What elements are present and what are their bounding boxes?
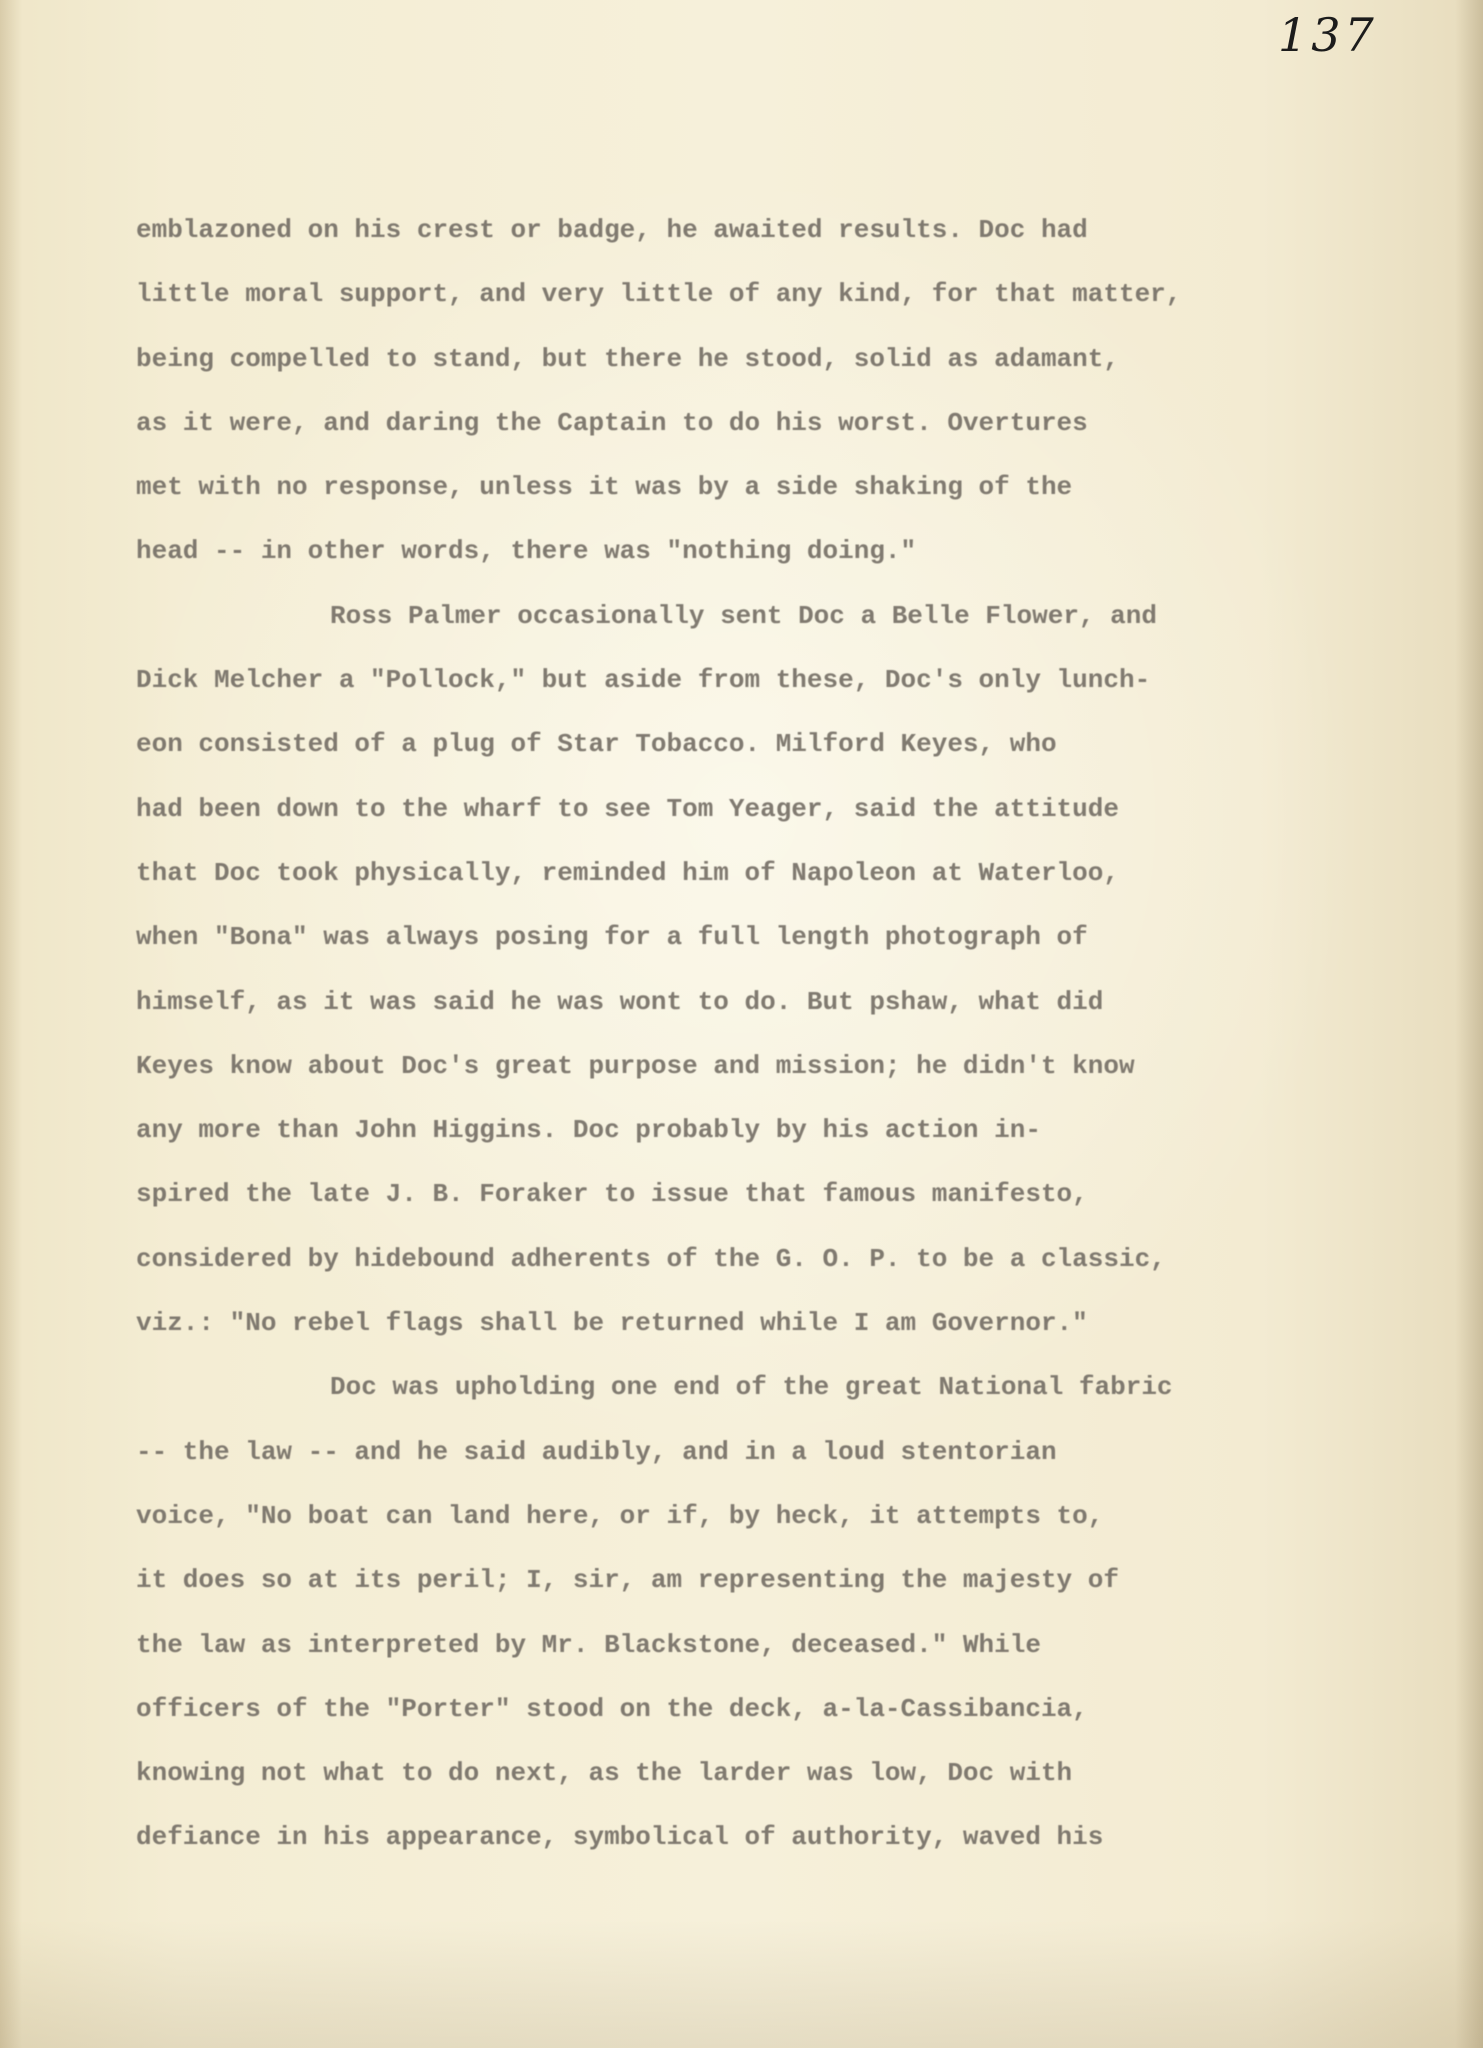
text-line: eon consisted of a plug of Star Tobacco. Milford Keyes, who bbox=[136, 729, 1057, 760]
text-line: voice, "No boat can land here, or if, by heck, it attempts to, bbox=[136, 1500, 1104, 1531]
text-line: -- the law -- and he said audibly, and in a loud stentorian bbox=[136, 1436, 1057, 1467]
page-bottom-fold bbox=[0, 1920, 1483, 2048]
text-line: spired the late J. B. Foraker to issue that famous manifesto, bbox=[136, 1179, 1088, 1210]
text-line: considered by hidebound adherents of the G. O. P. to be a classic, bbox=[136, 1243, 1166, 1274]
page-right-edge-shadow bbox=[1455, 0, 1483, 2048]
text-line: Dick Melcher a "Pollock," but aside from these, Doc's only lunch- bbox=[136, 665, 1151, 696]
text-line: Doc was upholding one end of the great National fabric bbox=[330, 1372, 1173, 1403]
text-line: as it were, and daring the Captain to do his worst. Overtures bbox=[136, 407, 1088, 438]
text-line: defiance in his appearance, symbolical of authority, waved his bbox=[136, 1822, 1104, 1853]
text-line: Ross Palmer occasionally sent Doc a Belle Flower, and bbox=[330, 600, 1157, 631]
text-line: that Doc took physically, reminded him of Napoleon at Waterloo, bbox=[136, 857, 1119, 888]
text-line: any more than John Higgins. Doc probably by his action in- bbox=[136, 1115, 1041, 1146]
text-line: when "Bona" was always posing for a full length photograph of bbox=[136, 922, 1088, 953]
text-line: the law as interpreted by Mr. Blackstone, deceased." While bbox=[136, 1629, 1041, 1660]
text-line: head -- in other words, there was "nothing doing." bbox=[136, 536, 917, 567]
text-line: met with no response, unless it was by a side shaking of the bbox=[136, 472, 1073, 503]
text-line: emblazoned on his crest or badge, he awaited results. Doc had bbox=[136, 215, 1088, 245]
text-line: had been down to the wharf to see Tom Yeager, said the attitude bbox=[136, 793, 1119, 824]
text-line: it does so at its peril; I, sir, am representing the majesty of bbox=[136, 1565, 1119, 1596]
page-left-edge-shadow bbox=[0, 0, 22, 2048]
text-line: being compelled to stand, but there he stood, solid as adamant, bbox=[136, 343, 1119, 374]
text-line: Keyes know about Doc's great purpose and mission; he didn't know bbox=[136, 1050, 1135, 1081]
text-line: knowing not what to do next, as the larder was low, Doc with bbox=[136, 1758, 1073, 1789]
text-line: little moral support, and very little of any kind, for that matter, bbox=[136, 279, 1182, 310]
typed-body-text bbox=[136, 198, 1426, 1870]
text-line: himself, as it was said he was wont to do. But pshaw, what did bbox=[136, 986, 1104, 1017]
text-line: viz.: "No rebel flags shall be returned while I am Governor." bbox=[136, 1308, 1088, 1339]
handwritten-page-number: 137 bbox=[1278, 8, 1378, 62]
text-line: officers of the "Porter" stood on the deck, a-la-Cassibancia, bbox=[136, 1693, 1088, 1724]
